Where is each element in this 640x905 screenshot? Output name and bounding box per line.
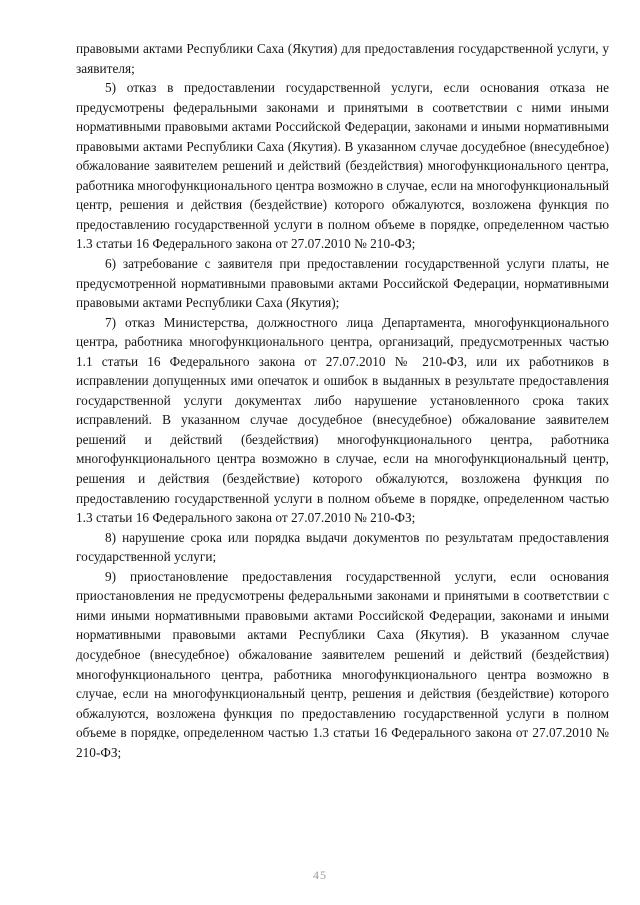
document-body bbox=[76, 39, 609, 762]
paragraph-item-8: 8) нарушение срока или порядка выдачи документов по результатам предоставления государственной услуги; bbox=[76, 529, 609, 565]
page-number: 45 bbox=[313, 868, 327, 882]
paragraph-item-9: 9) приостановление предоставления государственной услуги, если основания приостановления не предусмотрены федеральными законами и принятыми в соответствии с ними иными нормативными правовыми актами Российской Федерации, законами и иными нормативными правовыми актами Республики Саха (Якутия). В указанном случае досудебное (внесудебное) обжалование заявителем решений и действий (бездействия) многофункционального центра, работника многофункционального центра возможно в случае, если на многофункциональный центр, решения и действия (бездействие) которого обжалуются, возложена функция по предоставлению государственной услуги в полном объеме в порядке, определенном частью 1.3 статьи 16 Федерального закона от 27.07.2010 № 210-ФЗ; bbox=[76, 568, 609, 760]
paragraph-item-5: 5) отказ в предоставлении государственной услуги, если основания отказа не предусмотрены федеральными законами и принятыми в соответствии с ними иными нормативными правовыми актами Российской Федерации, законами и иными нормативными правовыми актами Республики Саха (Якутия). В указанном случае досудебное (внесудебное) обжалование заявителем решений и действий (бездействия) многофункционального центра, работника многофункционального центра возможно в случае, если на многофункциональный центр, решения и действия (бездействие) которого обжалуются, возложена функция по предоставлению государственной услуги в полном объеме в порядке, определенном частью 1.3 статьи 16 Федерального закона от 27.07.2010 № 210-ФЗ; bbox=[76, 80, 609, 252]
paragraph-continuation: правовыми актами Республики Саха (Якутия) для предоставления государственной услуги, у заявителя; bbox=[76, 41, 609, 76]
paragraph-item-6: 6) затребование с заявителя при предоставлении государственной услуги платы, не предусмотренной нормативными правовыми актами Российской Федерации, нормативными правовыми актами Республики Саха (Якутия); bbox=[76, 256, 609, 311]
paragraph-item-7: 7) отказ Министерства, должностного лица Департамента, многофункционального центра, работника многофункционального центра, организаций, предусмотренных частью 1.1 статьи 16 Федерального закона от 27.07.2010 № 210-ФЗ, или их работников в исправлении допущенных ими опечаток и ошибок в выданных в результате предоставления государственной услуги документах либо нарушение установленного срока таких исправлений. В указанном случае досудебное (внесудебное) обжалование заявителем решений и действий (бездействия) многофункционального центра, работника многофункционального центра возможно в случае, если на многофункциональный центр, решения и действия (бездействие) которого обжалуются, возложена функция по предоставлению государственной услуги в полном объеме в порядке, определенном частью 1.3 статьи 16 Федерального закона от 27.07.2010 № 210-ФЗ; bbox=[76, 314, 609, 526]
